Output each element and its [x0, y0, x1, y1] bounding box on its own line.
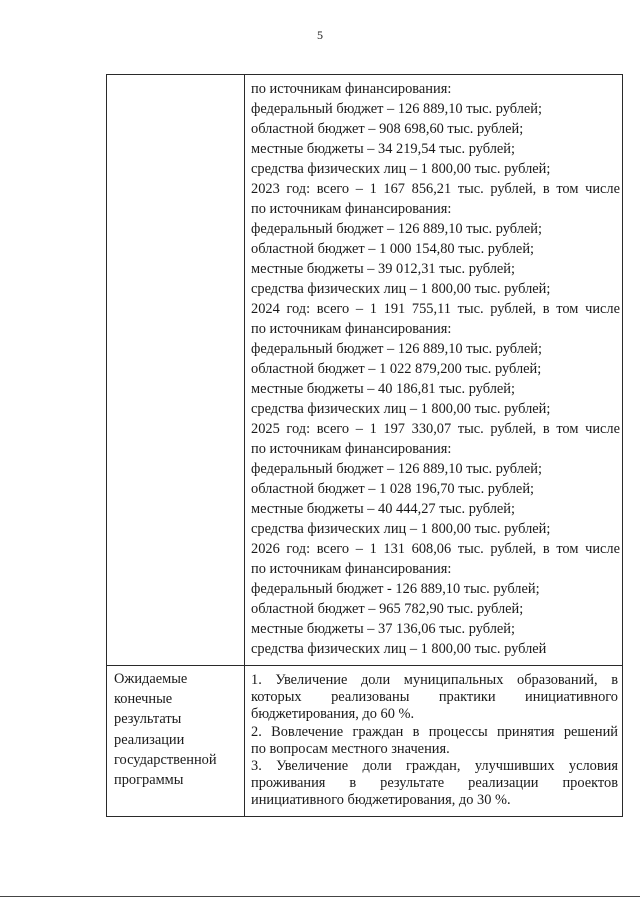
financing-row: [107, 75, 623, 666]
financing-line: областной бюджет – 1 022 879,200 тыс. рублей;: [251, 361, 542, 377]
financing-line: средства физических лиц – 1 800,00 тыс. рублей;: [251, 281, 551, 297]
financing-year-total-line: 2025 год: всего – 1 197 330,07 тыс. рублей, в том числе: [251, 421, 620, 437]
label-line: реализации: [114, 731, 185, 748]
label-line: государственной: [114, 751, 217, 768]
financing-label-cell: [107, 75, 245, 666]
label-line: конечные: [114, 691, 173, 708]
expected-results-value-cell: [245, 666, 623, 817]
financing-line: местные бюджеты – 40 186,81 тыс. рублей;: [251, 381, 515, 397]
result-line: 1. Увеличение доли муниципальных образований, в: [251, 672, 618, 688]
financing-year-total-line: 2023 год: всего – 1 167 856,21 тыс. рублей, в том числе: [251, 181, 620, 197]
result-line: которых реализованы практики инициативного: [251, 689, 618, 706]
expected-results-label-cell: [107, 666, 245, 817]
financing-line: средства физических лиц – 1 800,00 тыс. рублей;: [251, 521, 551, 537]
financing-line: федеральный бюджет – 126 889,10 тыс. рублей;: [251, 101, 542, 117]
financing-line: федеральный бюджет – 126 889,10 тыс. рублей;: [251, 461, 542, 477]
bottom-rule: [0, 896, 640, 897]
financing-line: областной бюджет – 1 000 154,80 тыс. рублей;: [251, 241, 535, 257]
page-number: 5: [317, 28, 323, 42]
expected-results-row: [107, 666, 623, 817]
financing-line: по источникам финансирования:: [251, 561, 452, 577]
financing-line: средства физических лиц – 1 800,00 тыс. рублей;: [251, 161, 551, 177]
label-line: Ожидаемые: [114, 671, 188, 687]
expected-results-label: [107, 666, 244, 796]
financing-line: федеральный бюджет - 126 889,10 тыс. рублей;: [251, 581, 540, 597]
financing-line: по источникам финансирования:: [251, 321, 452, 337]
financing-line: по источникам финансирования:: [251, 81, 452, 97]
label-line: результаты: [114, 711, 182, 728]
financing-line: областной бюджет – 908 698,60 тыс. рублей;: [251, 121, 524, 137]
financing-lines: [245, 75, 622, 665]
financing-line: по источникам финансирования:: [251, 201, 452, 217]
result-line: бюджетирования, до 60 %.: [251, 706, 415, 723]
financing-line: федеральный бюджет – 126 889,10 тыс. рублей;: [251, 221, 542, 237]
program-passport-table: [106, 74, 623, 817]
financing-year-total-line: 2024 год: всего – 1 191 755,11 тыс. рублей, в том числе: [251, 301, 620, 317]
financing-line: местные бюджеты – 39 012,31 тыс. рублей;: [251, 261, 515, 277]
label-line: программы: [114, 772, 184, 789]
financing-value-cell: [245, 75, 623, 666]
financing-year-total-line: 2026 год: всего – 1 131 608,06 тыс. рублей, в том числе: [251, 541, 620, 557]
result-line: 3. Увеличение доли граждан, улучшивших условия: [251, 758, 618, 775]
financing-line: областной бюджет – 1 028 196,70 тыс. рублей;: [251, 481, 535, 497]
financing-line: федеральный бюджет – 126 889,10 тыс. рублей;: [251, 341, 542, 357]
financing-line: средства физических лиц – 1 800,00 тыс. рублей: [251, 641, 547, 657]
financing-line: местные бюджеты – 37 136,06 тыс. рублей;: [251, 621, 515, 637]
financing-line: местные бюджеты – 34 219,54 тыс. рублей;: [251, 141, 515, 157]
financing-line: средства физических лиц – 1 800,00 тыс. рублей;: [251, 401, 551, 417]
financing-line: местные бюджеты – 40 444,27 тыс. рублей;: [251, 501, 515, 517]
result-line: по вопросам местного значения.: [251, 740, 450, 757]
financing-line: по источникам финансирования:: [251, 441, 452, 457]
result-line: проживания в результате реализации проектов: [251, 775, 618, 792]
expected-results-list: [245, 666, 622, 816]
result-line: 2. Вовлечение граждан в процессы принятия решений: [251, 723, 618, 740]
financing-line: областной бюджет – 965 782,90 тыс. рублей;: [251, 601, 524, 617]
result-line: инициативного бюджетирования, до 30 %.: [251, 792, 511, 809]
